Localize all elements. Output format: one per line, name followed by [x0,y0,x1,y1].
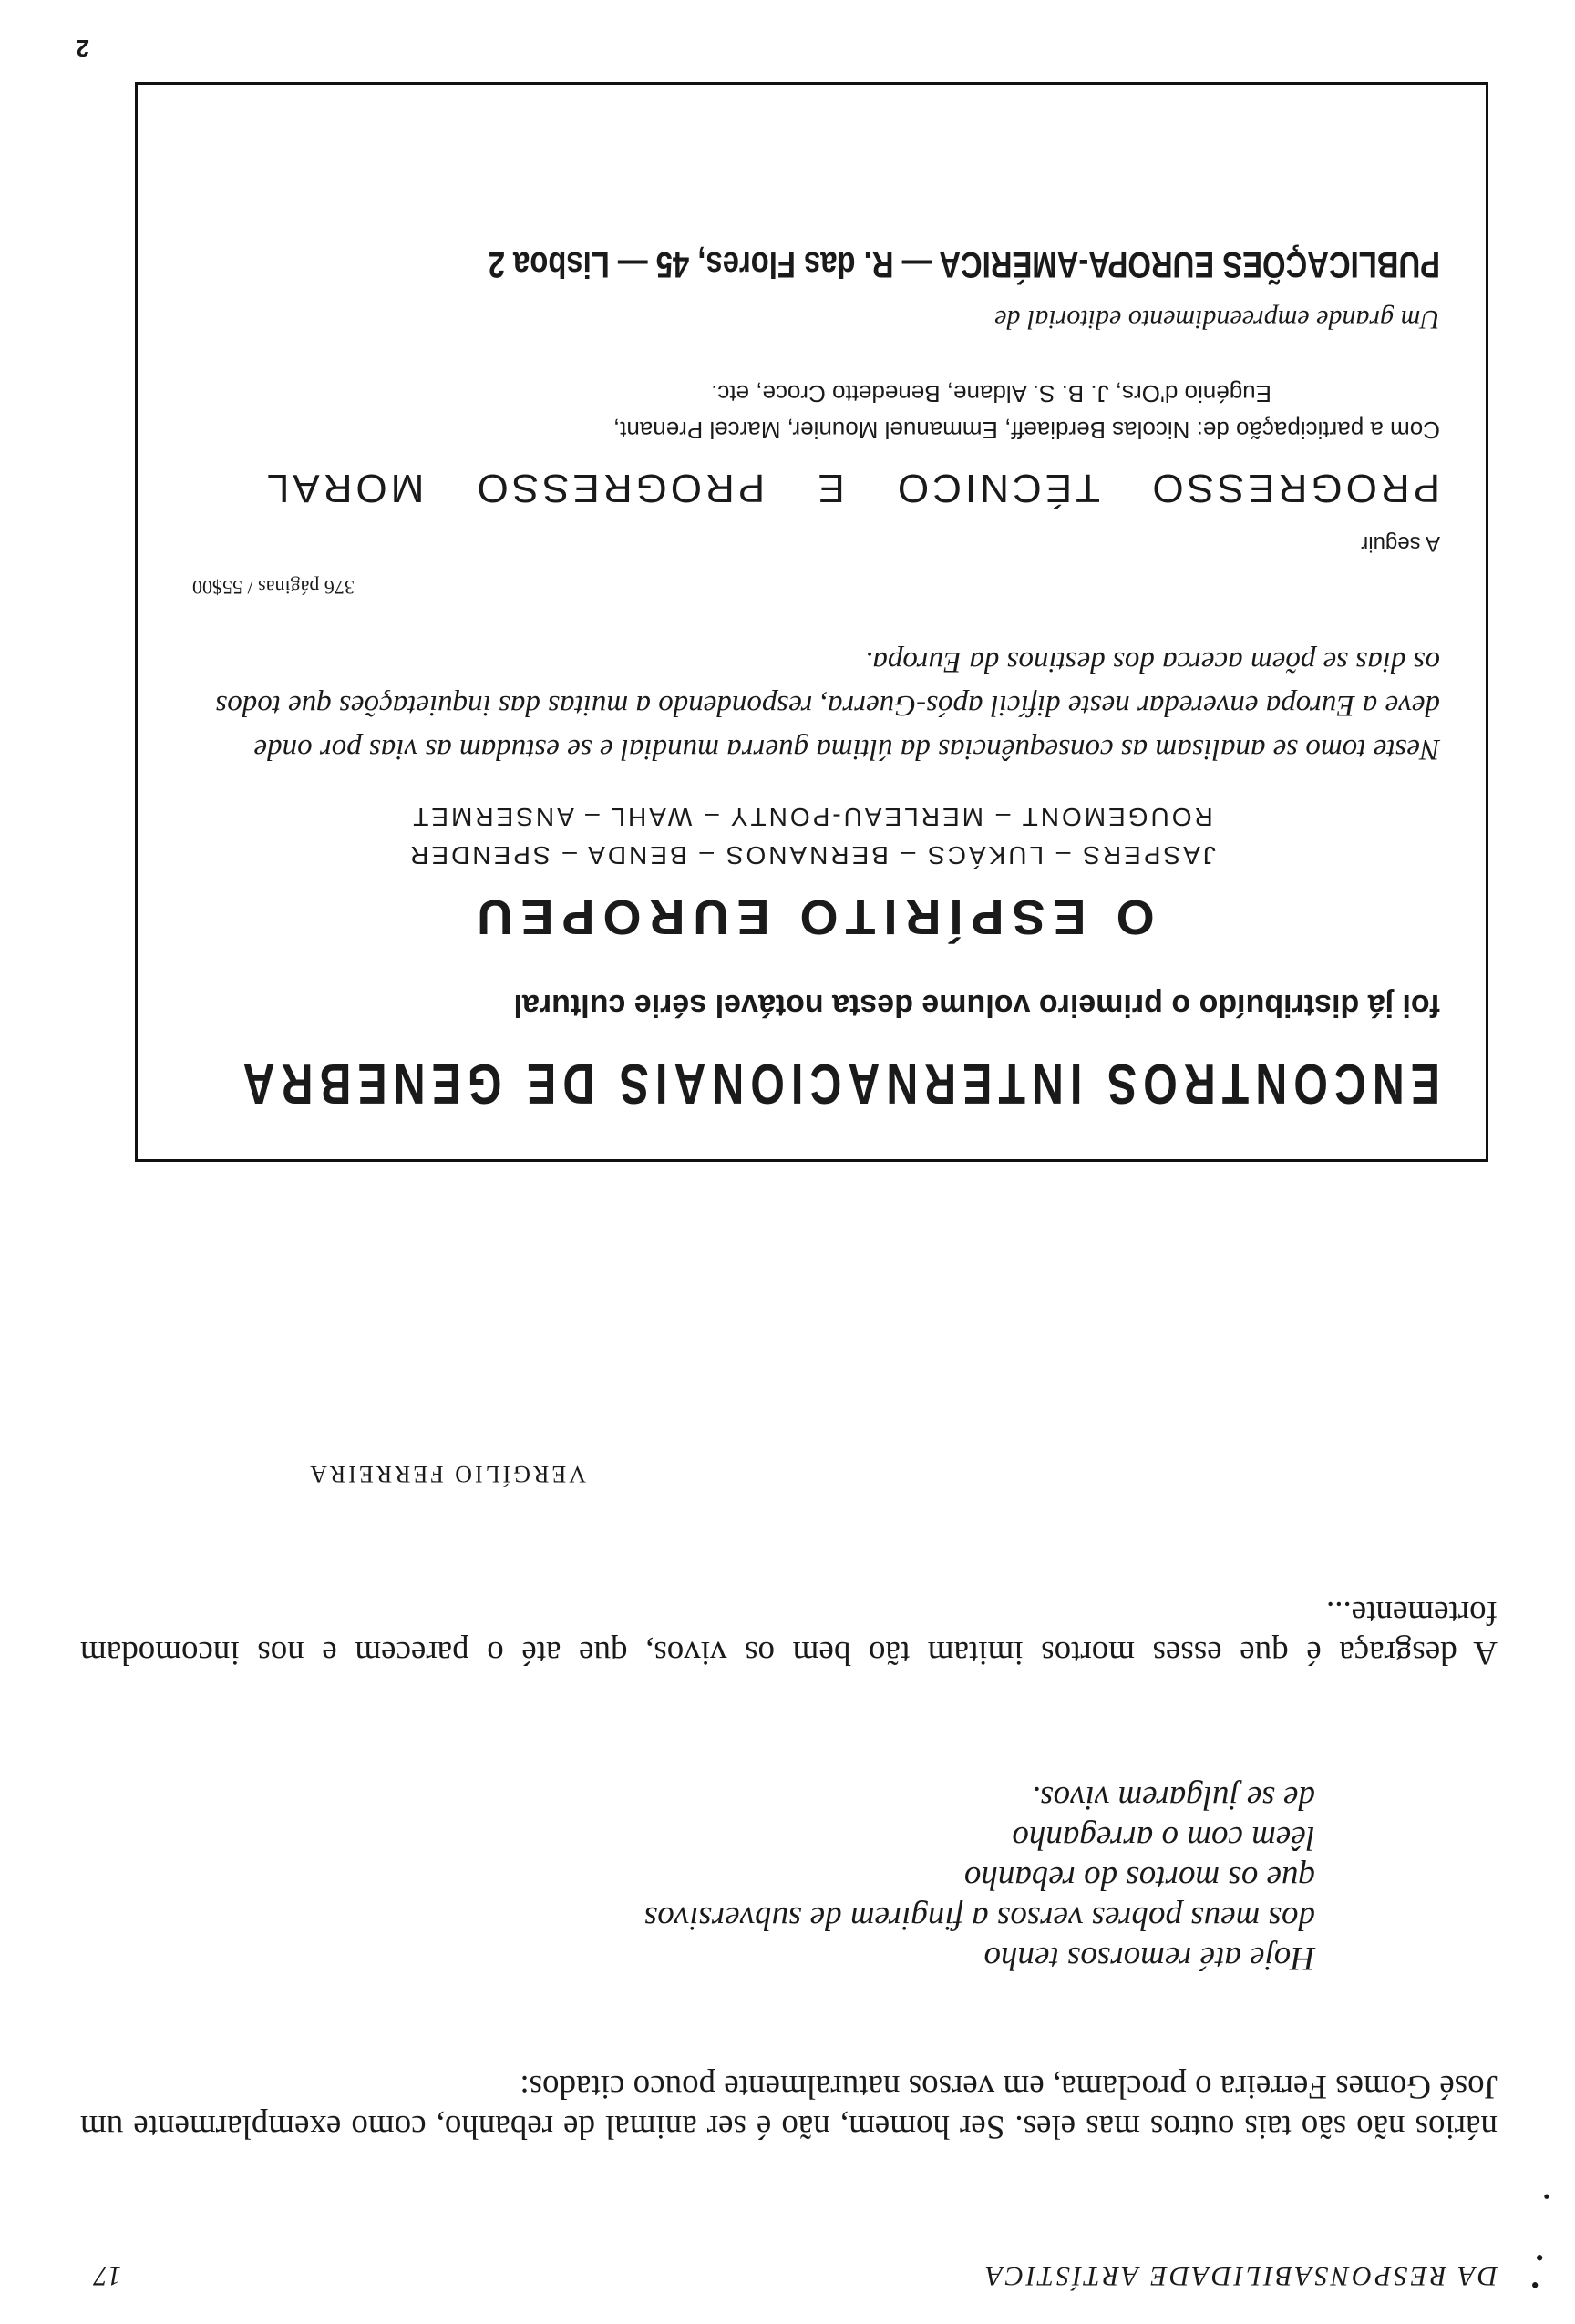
margin-dot: • [1543,2187,1549,2206]
ad-headline: ENCONTROS INTERNACIONAIS DE GENEBRA [236,1052,1440,1115]
poem-line: de se julgarem vivos. [1032,1779,1315,1816]
ad-authors-line-1: JASPERS – LUKÁCS – BERNANOS – BENDA – SPENDER [407,841,1216,869]
ad-collaborators-line-2: Eugénio d'Ors, J. B. S. Aldane, Benedetto Croce, etc. [711,380,1271,407]
paragraph-1: nários não são tais outros mas eles. Ser homem, não é ser animal de rebanho, como exemplarmente um José Gomes Ferreira o proclama, em versos naturalmente pouco citados: [80,2068,1498,2145]
ad-publisher: PUBLICAÇÕES EUROPA-AMÉRICA — R. das Flores, 45 — Lisboa 2 [488,244,1440,284]
margin-dot: • [1536,2247,1543,2269]
poem-line: que os mortos do rebanho [963,1859,1315,1897]
ad-authors-line-2: ROUGEMONT – MERLEAU-PONTY – WAHL – ANSERMET [410,803,1213,831]
page-number: 17 [94,2261,121,2291]
ad-intro: foi já distribuído o primeiro volume desta notável série cultural [513,988,1440,1023]
poem-line: Hoje até remorsos tenho [983,1939,1315,1977]
footer-mark: 2 [76,35,89,62]
poem-line: dos meus pobres versos a fingirem de subversivos [643,1899,1315,1937]
ad-editorial: Um grande empreendimento editorial de [994,304,1440,334]
poem [644,1777,1315,1978]
advertisement-box [135,82,1488,1162]
ad-book-title: O ESPÍRITO EUROPEU [468,889,1155,944]
poem-line: lêem com o arreganho [1012,1819,1315,1856]
ad-next-label: A seguir [1361,531,1440,556]
ad-description: Neste tomo se analisam as consequências da última guerra mundial e se estudam as vias por onde deve a Europa enveredar neste difícil após-Guerra, respondendo a muitas das inquietações que todos os dias se põem acerca dos destinos da Europa. [215,645,1440,766]
ad-collaborators-line-1: Com a participação de: Nicolas Berdiaeff, Emmanuel Mounier, Marcel Prenant, [612,416,1440,444]
author-signature: VERGÍLIO FERREIRA [307,1461,586,1487]
ad-next-title: PROGRESSO TÉCNICO E PROGRESSO MORAL [262,466,1440,510]
margin-dot: • [1531,2274,1539,2297]
running-head [76,2253,1498,2298]
running-head-title: DA RESPONSABILIDADE ARTÍSTICA [983,2261,1498,2291]
ad-price: 376 páginas / 55$00 [192,576,355,599]
paragraph-2: A desgraça é que esses mortos imitam tão bem os vivos, que até o parecem e nos incomodam fortemente... [80,1594,1498,1671]
